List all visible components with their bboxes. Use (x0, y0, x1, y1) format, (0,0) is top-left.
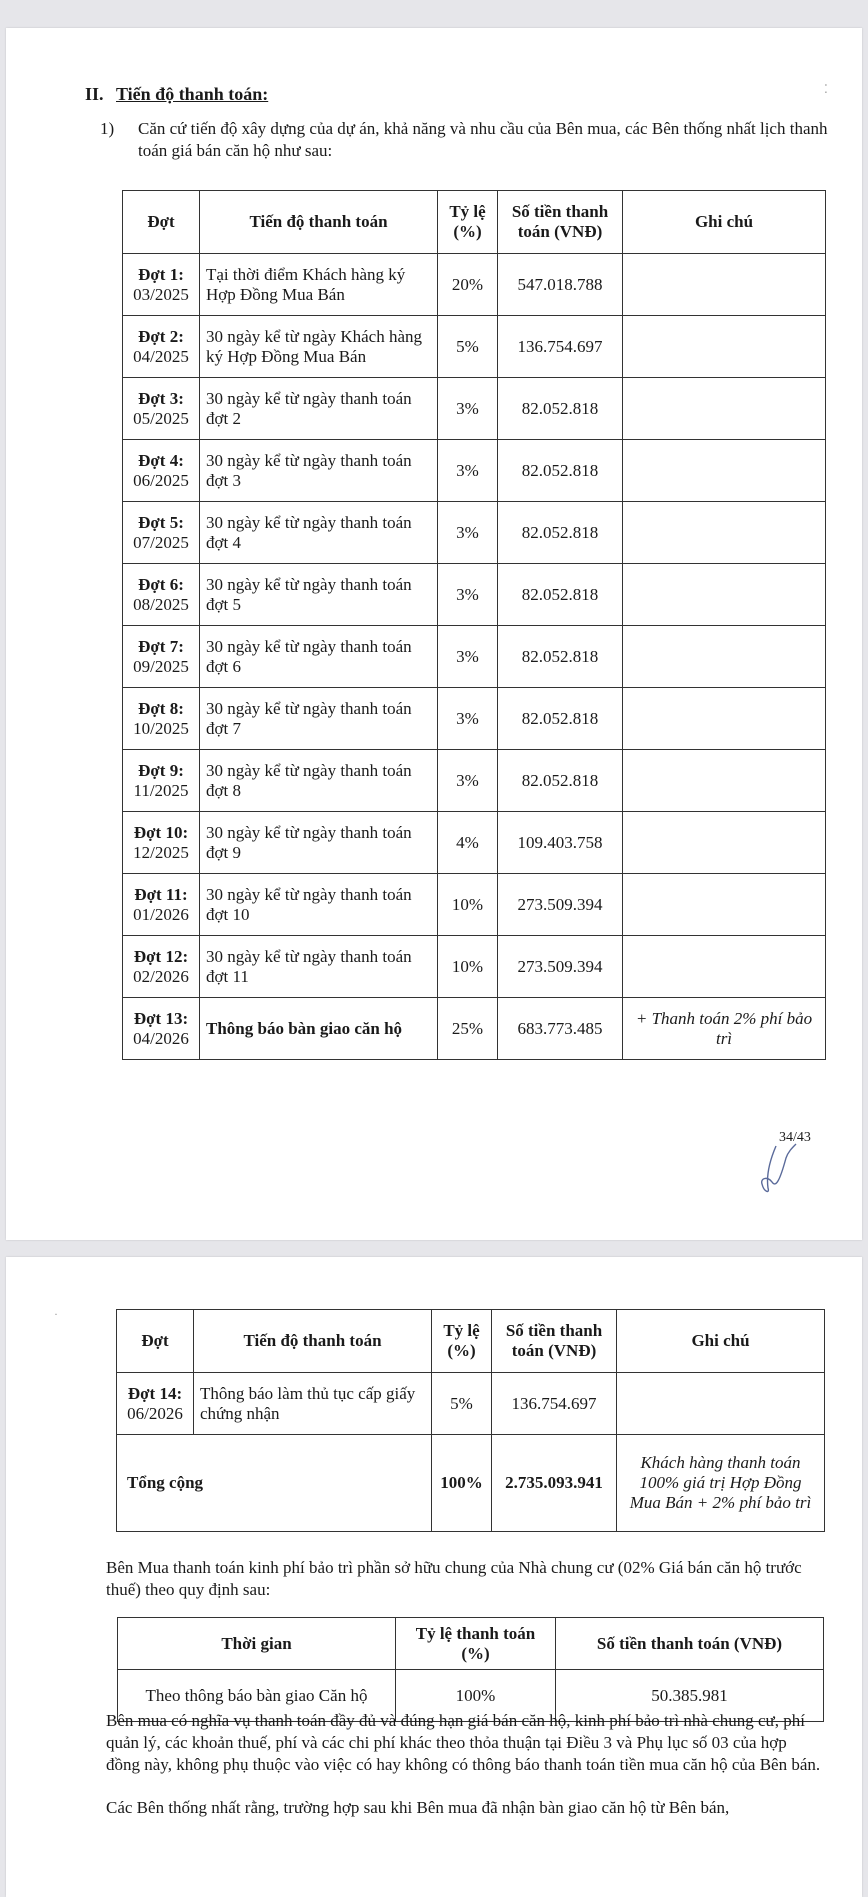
cell-note (623, 936, 826, 998)
section-number: II. (85, 84, 104, 104)
table-row (123, 626, 826, 688)
dot-date: 02/2026 (133, 966, 189, 986)
cell-amount: 136.754.697 (498, 316, 623, 378)
header-amount: Số tiền thanh toán (VNĐ) (492, 1310, 617, 1373)
table-row (117, 1373, 825, 1435)
dot-label: Đợt 9: (138, 760, 184, 780)
dot-date: 04/2026 (133, 1028, 189, 1048)
cell-rate: 3% (438, 378, 498, 440)
table-row (123, 812, 826, 874)
margin-mark: ⁚ (824, 82, 828, 96)
table-row (123, 998, 826, 1060)
table-row (123, 750, 826, 812)
intro-number: 1) (100, 119, 115, 138)
cell-progress: 30 ngày kể từ ngày thanh toán đợt 6 (200, 626, 438, 688)
cell-note (623, 378, 826, 440)
header-time: Thời gian (118, 1618, 396, 1670)
cell-note (623, 502, 826, 564)
cell-dot (123, 564, 200, 626)
signature-icon (756, 1138, 801, 1198)
dot-date: 06/2026 (127, 1403, 183, 1423)
total-rate: 100% (432, 1435, 492, 1532)
cell-progress: 30 ngày kể từ ngày thanh toán đợt 4 (200, 502, 438, 564)
cell-rate: 3% (438, 626, 498, 688)
payment-schedule-table-continued (116, 1309, 825, 1532)
cell-amount: 109.403.758 (498, 812, 623, 874)
cell-dot (123, 874, 200, 936)
cell-dot (123, 688, 200, 750)
cell-amount: 82.052.818 (498, 626, 623, 688)
cell-progress: 30 ngày kể từ ngày thanh toán đợt 5 (200, 564, 438, 626)
cell-amount: 82.052.818 (498, 750, 623, 812)
cell-amount: 273.509.394 (498, 936, 623, 998)
dot-date: 08/2025 (133, 594, 189, 614)
cell-rate: 3% (438, 440, 498, 502)
table-row (123, 378, 826, 440)
dot-label: Đợt 2: (138, 326, 184, 346)
section-heading: Tiến độ thanh toán: (116, 84, 269, 104)
cell-rate: 3% (438, 688, 498, 750)
dot-label: Đợt 10: (133, 822, 189, 842)
cell-rate: 5% (432, 1373, 492, 1435)
total-note: Khách hàng thanh toán 100% giá trị Hợp Đồng Mua Bán + 2% phí bảo trì (617, 1435, 825, 1532)
cell-progress: Thông báo bàn giao căn hộ (200, 998, 438, 1060)
dot-date: 07/2025 (133, 532, 189, 552)
header-dot: Đợt (123, 191, 200, 254)
cell-rate: 10% (438, 874, 498, 936)
cell-rate: 100% (396, 1670, 556, 1722)
obligation-paragraph: Bên mua có nghĩa vụ thanh toán đầy đủ và đúng hạn giá bán căn hộ, kinh phí bảo trì nhà chung cư, phí quản lý, các khoản thuế, phí và các chi phí khác theo thỏa thuận tại Điều 3 và Phụ lục số 03 của hợp đồng này, không phụ thuộc vào việc có hay không có thông báo thanh toán tiền mua căn hộ của Bên bán. (106, 1711, 821, 1774)
total-row (117, 1435, 825, 1532)
cell-amount: 82.052.818 (498, 440, 623, 502)
cell-note (623, 750, 826, 812)
cell-rate: 20% (438, 254, 498, 316)
cell-progress: 30 ngày kể từ ngày thanh toán đợt 9 (200, 812, 438, 874)
table-row (123, 254, 826, 316)
cell-rate: 25% (438, 998, 498, 1060)
total-label: Tổng cộng (117, 1435, 432, 1532)
document-page-2 (6, 1257, 862, 1897)
payment-schedule-table (122, 190, 826, 1060)
cell-time: Theo thông báo bàn giao Căn hộ (118, 1670, 396, 1722)
cell-dot (123, 440, 200, 502)
cell-dot (123, 316, 200, 378)
cell-rate: 5% (438, 316, 498, 378)
table-row (123, 874, 826, 936)
cell-progress: 30 ngày kể từ ngày thanh toán đợt 8 (200, 750, 438, 812)
cell-amount: 683.773.485 (498, 998, 623, 1060)
cell-progress: 30 ngày kể từ ngày thanh toán đợt 7 (200, 688, 438, 750)
header-dot: Đợt (117, 1310, 194, 1373)
table-header-row (123, 191, 826, 254)
cell-progress: Tại thời điểm Khách hàng ký Hợp Đồng Mua Bán (200, 254, 438, 316)
cell-note (623, 564, 826, 626)
total-amount: 2.735.093.941 (492, 1435, 617, 1532)
cell-amount: 82.052.818 (498, 502, 623, 564)
intro-text: Căn cứ tiến độ xây dựng của dự án, khả năng và nhu cầu của Bên mua, các Bên thống nhất lịch thanh toán giá bán căn hộ như sau: (138, 119, 828, 160)
header-note: Ghi chú (623, 191, 826, 254)
dot-date: 10/2025 (133, 718, 189, 738)
cell-dot (123, 254, 200, 316)
cell-rate: 3% (438, 502, 498, 564)
cell-progress: 30 ngày kể từ ngày Khách hàng ký Hợp Đồng Mua Bán (200, 316, 438, 378)
table-row (123, 316, 826, 378)
section-title (85, 84, 268, 105)
cell-dot (123, 378, 200, 440)
dot-date: 11/2025 (133, 780, 189, 800)
header-rate: Tỷ lệ (%) (432, 1310, 492, 1373)
dot-label: Đợt 13: (133, 1008, 189, 1028)
dot-date: 03/2025 (133, 284, 189, 304)
header-progress: Tiến độ thanh toán (194, 1310, 432, 1373)
cell-progress: Thông báo làm thủ tục cấp giấy chứng nhận (194, 1373, 432, 1435)
cell-amount: 273.509.394 (498, 874, 623, 936)
cell-dot (117, 1373, 194, 1435)
table-row (123, 688, 826, 750)
cell-note (623, 626, 826, 688)
cell-note (623, 874, 826, 936)
cell-rate: 3% (438, 750, 498, 812)
dot-label: Đợt 12: (133, 946, 189, 966)
cell-dot (123, 502, 200, 564)
header-progress: Tiến độ thanh toán (200, 191, 438, 254)
cell-progress: 30 ngày kể từ ngày thanh toán đợt 11 (200, 936, 438, 998)
table-header-row (117, 1310, 825, 1373)
cell-progress: 30 ngày kể từ ngày thanh toán đợt 3 (200, 440, 438, 502)
dot-date: 06/2025 (133, 470, 189, 490)
cell-amount: 136.754.697 (492, 1373, 617, 1435)
table-row (123, 440, 826, 502)
dot-label: Đợt 1: (138, 264, 184, 284)
dot-label: Đợt 8: (138, 698, 184, 718)
cell-note (623, 316, 826, 378)
dot-label: Đợt 7: (138, 636, 184, 656)
cell-note (623, 440, 826, 502)
cell-amount: 82.052.818 (498, 564, 623, 626)
dot-label: Đợt 4: (138, 450, 184, 470)
cell-progress: 30 ngày kể từ ngày thanh toán đợt 2 (200, 378, 438, 440)
dot-date: 04/2025 (133, 346, 189, 366)
cell-dot (123, 626, 200, 688)
dot-label: Đợt 3: (138, 388, 184, 408)
agreement-paragraph: Các Bên thống nhất rằng, trường hợp sau khi Bên mua đã nhận bàn giao căn hộ từ Bên bán, (106, 1798, 730, 1817)
header-note: Ghi chú (617, 1310, 825, 1373)
cell-note (623, 812, 826, 874)
dot-date: 12/2025 (133, 842, 189, 862)
intro-paragraph (100, 118, 830, 162)
cell-amount: 82.052.818 (498, 688, 623, 750)
cell-rate: 3% (438, 564, 498, 626)
document-page-1 (6, 28, 862, 1240)
header-rate: Tỷ lệ (%) (438, 191, 498, 254)
table-row (123, 564, 826, 626)
table-header-row (118, 1618, 824, 1670)
dot-label: Đợt 14: (127, 1383, 183, 1403)
dot-date: 01/2026 (133, 904, 189, 924)
maintenance-paragraph: Bên Mua thanh toán kinh phí bảo trì phần sở hữu chung của Nhà chung cư (02% Giá bán căn hộ trước thuế) theo quy định sau: (106, 1558, 802, 1599)
dot-label: Đợt 5: (138, 512, 184, 532)
cell-note (617, 1373, 825, 1435)
margin-mark: · (54, 1307, 58, 1321)
header-amount: Số tiền thanh toán (VNĐ) (498, 191, 623, 254)
cell-dot (123, 998, 200, 1060)
table-row (123, 502, 826, 564)
dot-label: Đợt 11: (134, 884, 188, 904)
table-row (123, 936, 826, 998)
cell-dot (123, 750, 200, 812)
cell-amount: 50.385.981 (556, 1670, 824, 1722)
cell-note (623, 688, 826, 750)
dot-date: 05/2025 (133, 408, 189, 428)
dot-label: Đợt 6: (138, 574, 184, 594)
cell-note: + Thanh toán 2% phí bảo trì (623, 998, 826, 1060)
cell-rate: 10% (438, 936, 498, 998)
maintenance-fee-table (117, 1617, 824, 1722)
cell-dot (123, 812, 200, 874)
cell-dot (123, 936, 200, 998)
cell-rate: 4% (438, 812, 498, 874)
dot-date: 09/2025 (133, 656, 189, 676)
cell-amount: 547.018.788 (498, 254, 623, 316)
page-number: 34/43 (779, 1130, 811, 1145)
cell-amount: 82.052.818 (498, 378, 623, 440)
header-amount: Số tiền thanh toán (VNĐ) (556, 1618, 824, 1670)
cell-progress: 30 ngày kể từ ngày thanh toán đợt 10 (200, 874, 438, 936)
header-rate: Tỷ lệ thanh toán (%) (396, 1618, 556, 1670)
cell-note (623, 254, 826, 316)
